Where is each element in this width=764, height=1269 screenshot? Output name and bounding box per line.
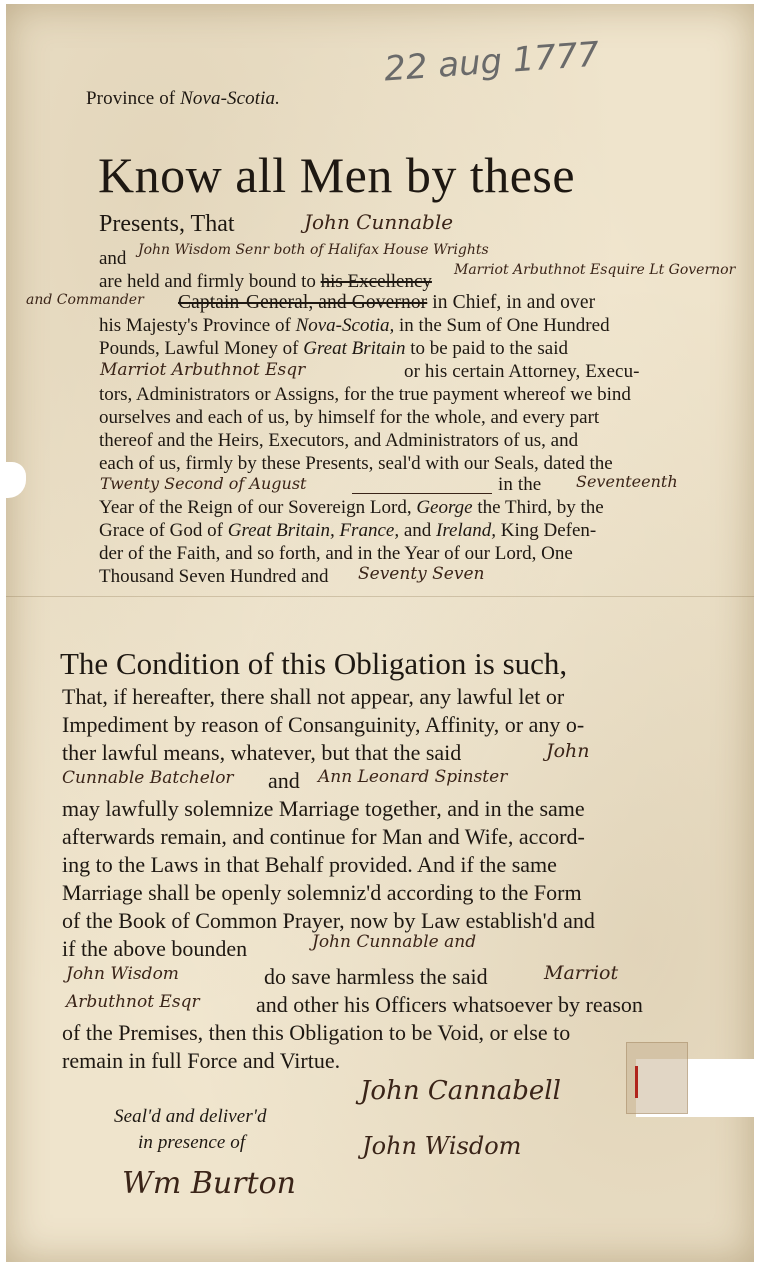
condition-line-5: may lawfully solemnize Marriage together, and in the same xyxy=(62,796,585,821)
bond-line-and xyxy=(99,248,126,270)
text-span: Grace of God of xyxy=(99,520,223,541)
condition-line-9: of the Book of Common Prayer, now by Law establish'd and xyxy=(62,908,595,933)
blank-rule xyxy=(352,493,492,494)
obligor-1-handwritten: John Cunnable xyxy=(304,210,454,234)
text-span: Pounds, Lawful Money of xyxy=(99,338,299,359)
text-span: in the Sum of One Hundred xyxy=(399,315,610,336)
condition-line-1: That, if hereafter, there shall not appear, any lawful let or xyxy=(62,684,565,709)
province-label: Province of xyxy=(86,88,176,109)
text-span: King Defen- xyxy=(500,520,597,541)
condition-line-2: Impediment by reason of Consanguinity, Affinity, or any o- xyxy=(62,712,585,737)
signature-john-wisdom: John Wisdom xyxy=(362,1132,522,1160)
document-title: Know all Men by these xyxy=(98,147,576,203)
said-handwritten-2: Arbuthnot Esqr xyxy=(66,992,200,1012)
regnal-year-handwritten: Seventeenth xyxy=(576,472,678,491)
in-chief-text: in Chief, in and over xyxy=(432,292,596,313)
condition-line-3: ther lawful means, whatever, but that the said xyxy=(62,740,462,765)
text-span: and xyxy=(403,520,432,541)
bond-line-thousand: Thousand Seven Hundred and xyxy=(99,566,329,587)
held-bound-text: are held and firmly bound to xyxy=(99,271,316,292)
witness-signature: Wm Burton xyxy=(122,1166,296,1201)
bond-line-pounds xyxy=(99,338,568,360)
text-span: France, xyxy=(339,520,400,541)
bond-line-each: each of us, firmly by these Presents, seal'd with our Seals, dated the xyxy=(99,453,613,474)
condition-line-10: if the above bounden xyxy=(62,936,248,961)
bounden-handwritten-2: John Wisdom xyxy=(66,964,179,984)
presents-that: Presents, That xyxy=(99,211,235,237)
bounden-handwritten: John Cunnable and xyxy=(312,932,477,952)
bond-line-ourselves: ourselves and each of us, by himself for the whole, and every part xyxy=(99,407,600,428)
text-span: George xyxy=(416,497,473,518)
bond-line-year xyxy=(99,497,604,519)
condition-line-12: and other his Officers whatsoever by reason xyxy=(256,992,643,1017)
sealed-delivered-1: Seal'd and deliver'd xyxy=(114,1106,267,1127)
struck-captain-general: Captain-General, and Governor xyxy=(178,292,428,313)
groom-handwritten-1: John xyxy=(546,740,590,762)
and-label: and xyxy=(99,248,127,269)
text-span: the Third, by the xyxy=(477,497,604,518)
text-span: to be paid to the said xyxy=(410,338,568,359)
fold-crease xyxy=(6,596,754,597)
condition-line-14: remain in full Force and Virtue. xyxy=(62,1048,341,1073)
year-handwritten: Seventy Seven xyxy=(358,564,485,584)
bond-line-held xyxy=(99,271,432,293)
province-name: Nova-Scotia. xyxy=(180,88,280,109)
bond-line-tors: tors, Administrators or Assigns, for the true payment whereof we bind xyxy=(99,384,631,405)
bond-line-der: der of the Faith, and so forth, and in the Year of our Lord, One xyxy=(99,543,573,564)
obligee-handwritten-2: Marriot Arbuthnot Esqr xyxy=(100,360,306,380)
date-handwritten: Twenty Second of August xyxy=(100,474,307,493)
bond-line-thereof: thereof and the Heirs, Executors, and Administrators of us, and xyxy=(99,430,579,451)
condition-line-13: of the Premises, then this Obligation to be Void, or else to xyxy=(62,1020,571,1045)
red-seal-mark xyxy=(635,1066,638,1098)
condition-line-11: do save harmless the said xyxy=(264,964,488,989)
bond-line-grace xyxy=(99,520,596,542)
obligor-2-handwritten: John Wisdom Senr both of Halifax House Wrights xyxy=(138,242,489,258)
signature-john-cannabell: John Cannabell xyxy=(360,1076,561,1106)
text-span: Year of the Reign of our Sovereign Lord, xyxy=(99,497,412,518)
bride-handwritten: Ann Leonard Spinster xyxy=(318,767,508,787)
commander-handwritten: and Commander xyxy=(26,292,144,308)
document-page xyxy=(6,4,754,1262)
obligee-handwritten-1: Marriot Arbuthnot Esquire Lt Governor xyxy=(454,262,736,278)
bond-line-majesty xyxy=(99,315,610,337)
condition-line-7: ing to the Laws in that Behalf provided. And if the same xyxy=(62,852,557,877)
condition-line-6: afterwards remain, and continue for Man and Wife, accord- xyxy=(62,824,585,849)
torn-edge xyxy=(6,462,26,498)
in-the-text: in the xyxy=(498,474,542,495)
text-span: Great Britain xyxy=(303,338,406,359)
condition-heading: The Condition of this Obligation is such, xyxy=(60,646,568,681)
groom-handwritten-2: Cunnable Batchelor xyxy=(62,768,234,788)
sealed-delivered-2: in presence of xyxy=(138,1132,246,1153)
pencil-date-note: 22 aug 1777 xyxy=(382,34,601,90)
text-span: Nova-Scotia, xyxy=(295,315,395,336)
text-span: Great Britain, xyxy=(227,520,335,541)
bond-line-chief xyxy=(178,292,595,314)
text-span: Ireland, xyxy=(436,520,496,541)
said-handwritten: Marriot xyxy=(544,962,619,984)
condition-and: and xyxy=(268,768,300,793)
condition-line-8: Marriage shall be openly solemniz'd according to the Form xyxy=(62,880,582,905)
attorney-text: or his certain Attorney, Execu- xyxy=(404,361,640,382)
struck-his-excellency: his Excellency xyxy=(320,271,432,292)
text-span: his Majesty's Province of xyxy=(99,315,291,336)
province-heading xyxy=(86,88,280,110)
